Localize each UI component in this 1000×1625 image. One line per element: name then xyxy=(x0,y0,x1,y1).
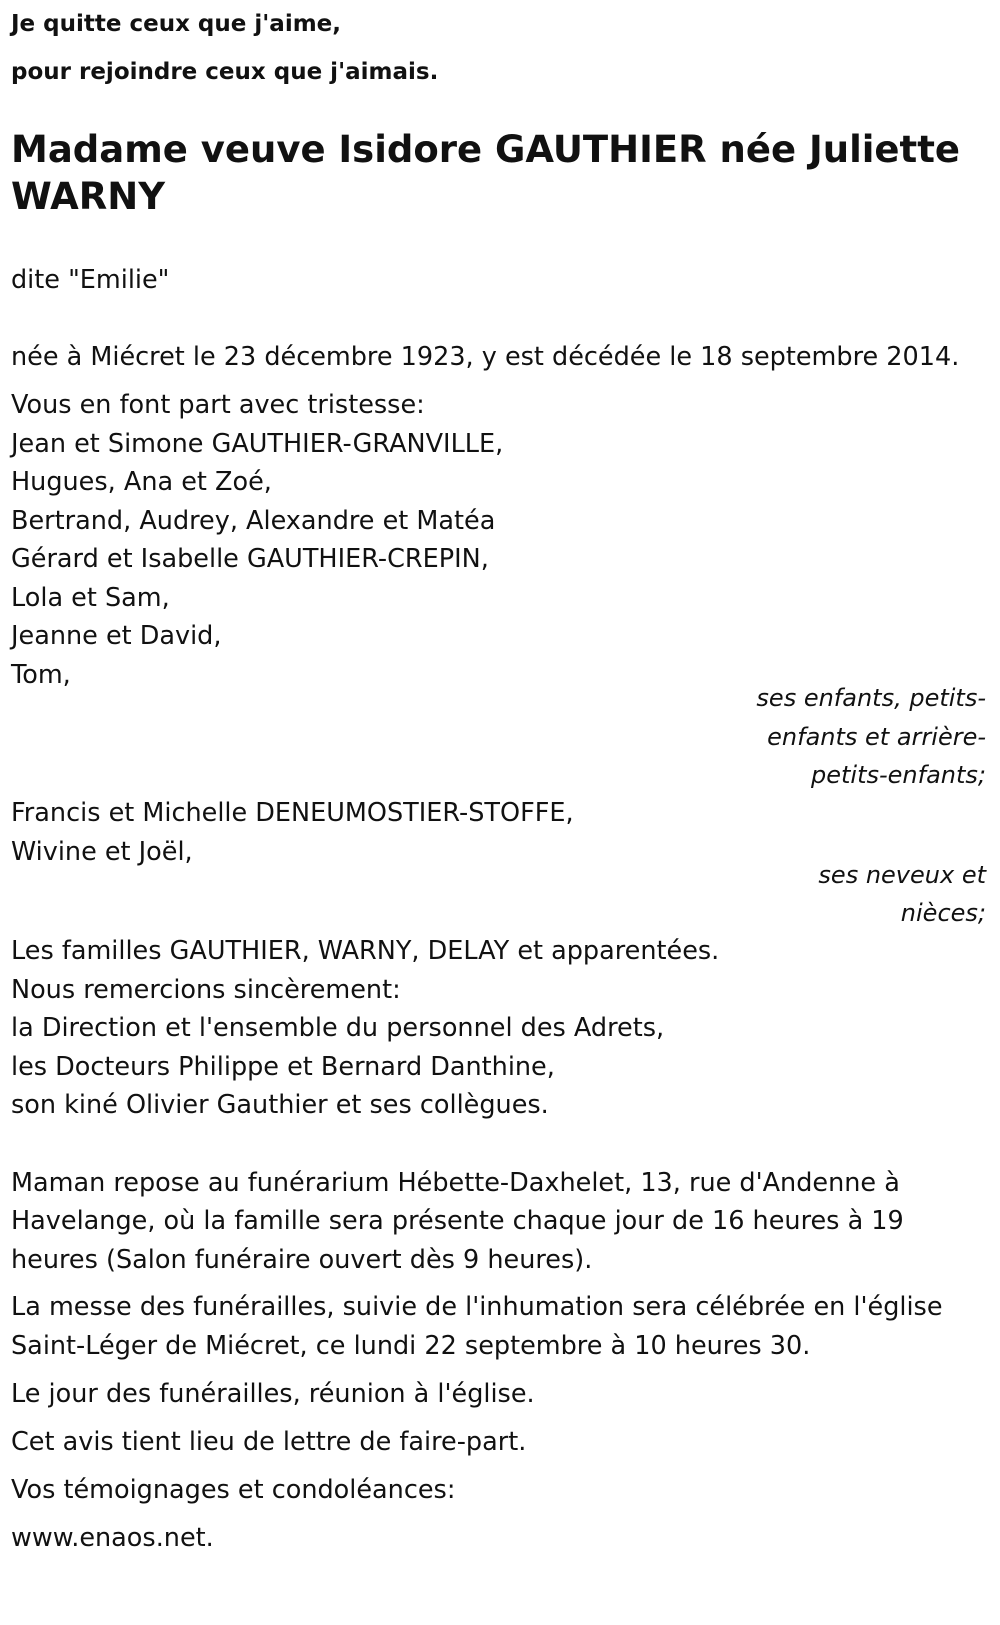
announcement: Vous en font part avec tristesse: xyxy=(11,390,425,420)
condolences-line: Vos témoignages et condoléances: xyxy=(11,1475,456,1505)
epigraph-line-1: Je quitte ceux que j'aime, xyxy=(11,11,342,37)
birth-death-line: née à Miécret le 23 décembre 1923, y est décédée le 18 septembre 2014. xyxy=(11,342,960,372)
family-child-line: Jeanne et David, xyxy=(11,621,222,651)
family-child-line: Bertrand, Audrey, Alexandre et Matéa xyxy=(11,506,496,536)
rest-info-line: heures (Salon funéraire ouvert dès 9 heures). xyxy=(11,1245,593,1275)
family-child-line: Hugues, Ana et Zoé, xyxy=(11,467,272,497)
deceased-name-line-1: Madame veuve Isidore GAUTHIER née Juliette xyxy=(11,128,960,171)
children-role-line: enfants et arrière- xyxy=(767,723,986,751)
families-line: Les familles GAUTHIER, WARNY, DELAY et apparentées. xyxy=(11,936,720,966)
thanks-line: son kiné Olivier Gauthier et ses collègues. xyxy=(11,1090,549,1120)
family-child-line: Gérard et Isabelle GAUTHIER-CREPIN, xyxy=(11,544,489,574)
deceased-name-line-2: WARNY xyxy=(11,175,166,218)
mass-info-line: La messe des funérailles, suivie de l'inhumation sera célébrée en l'église xyxy=(11,1292,943,1322)
nephews-role-line: ses neveux et xyxy=(818,861,986,889)
children-role-line: petits-enfants; xyxy=(811,761,986,789)
family-child-line: Jean et Simone GAUTHIER-GRANVILLE, xyxy=(11,429,504,459)
children-role-line: ses enfants, petits- xyxy=(756,684,986,712)
rest-info-line: Havelange, où la famille sera présente chaque jour de 16 heures à 19 xyxy=(11,1206,904,1236)
family-child-line: Lola et Sam, xyxy=(11,583,170,613)
meeting-line: Le jour des funérailles, réunion à l'église. xyxy=(11,1379,535,1409)
rest-info-line: Maman repose au funérarium Hébette-Daxhelet, 13, rue d'Andenne à xyxy=(11,1168,900,1198)
family-child-line: Tom, xyxy=(11,660,71,690)
mass-info-line: Saint-Léger de Miécret, ce lundi 22 septembre à 10 heures 30. xyxy=(11,1331,811,1361)
website-link[interactable]: www.enaos.net. xyxy=(11,1523,214,1553)
thanks-line: Nous remercions sincèrement: xyxy=(11,975,401,1005)
notice-line: Cet avis tient lieu de lettre de faire-part. xyxy=(11,1427,527,1457)
family-nephew-line: Wivine et Joël, xyxy=(11,837,193,867)
thanks-line: les Docteurs Philippe et Bernard Danthine, xyxy=(11,1052,555,1082)
nickname: dite "Emilie" xyxy=(11,265,170,295)
family-nephew-line: Francis et Michelle DENEUMOSTIER-STOFFE, xyxy=(11,798,574,828)
nephews-role-line: nièces; xyxy=(900,899,986,927)
thanks-line: la Direction et l'ensemble du personnel des Adrets, xyxy=(11,1013,665,1043)
epigraph-line-2: pour rejoindre ceux que j'aimais. xyxy=(11,59,439,85)
